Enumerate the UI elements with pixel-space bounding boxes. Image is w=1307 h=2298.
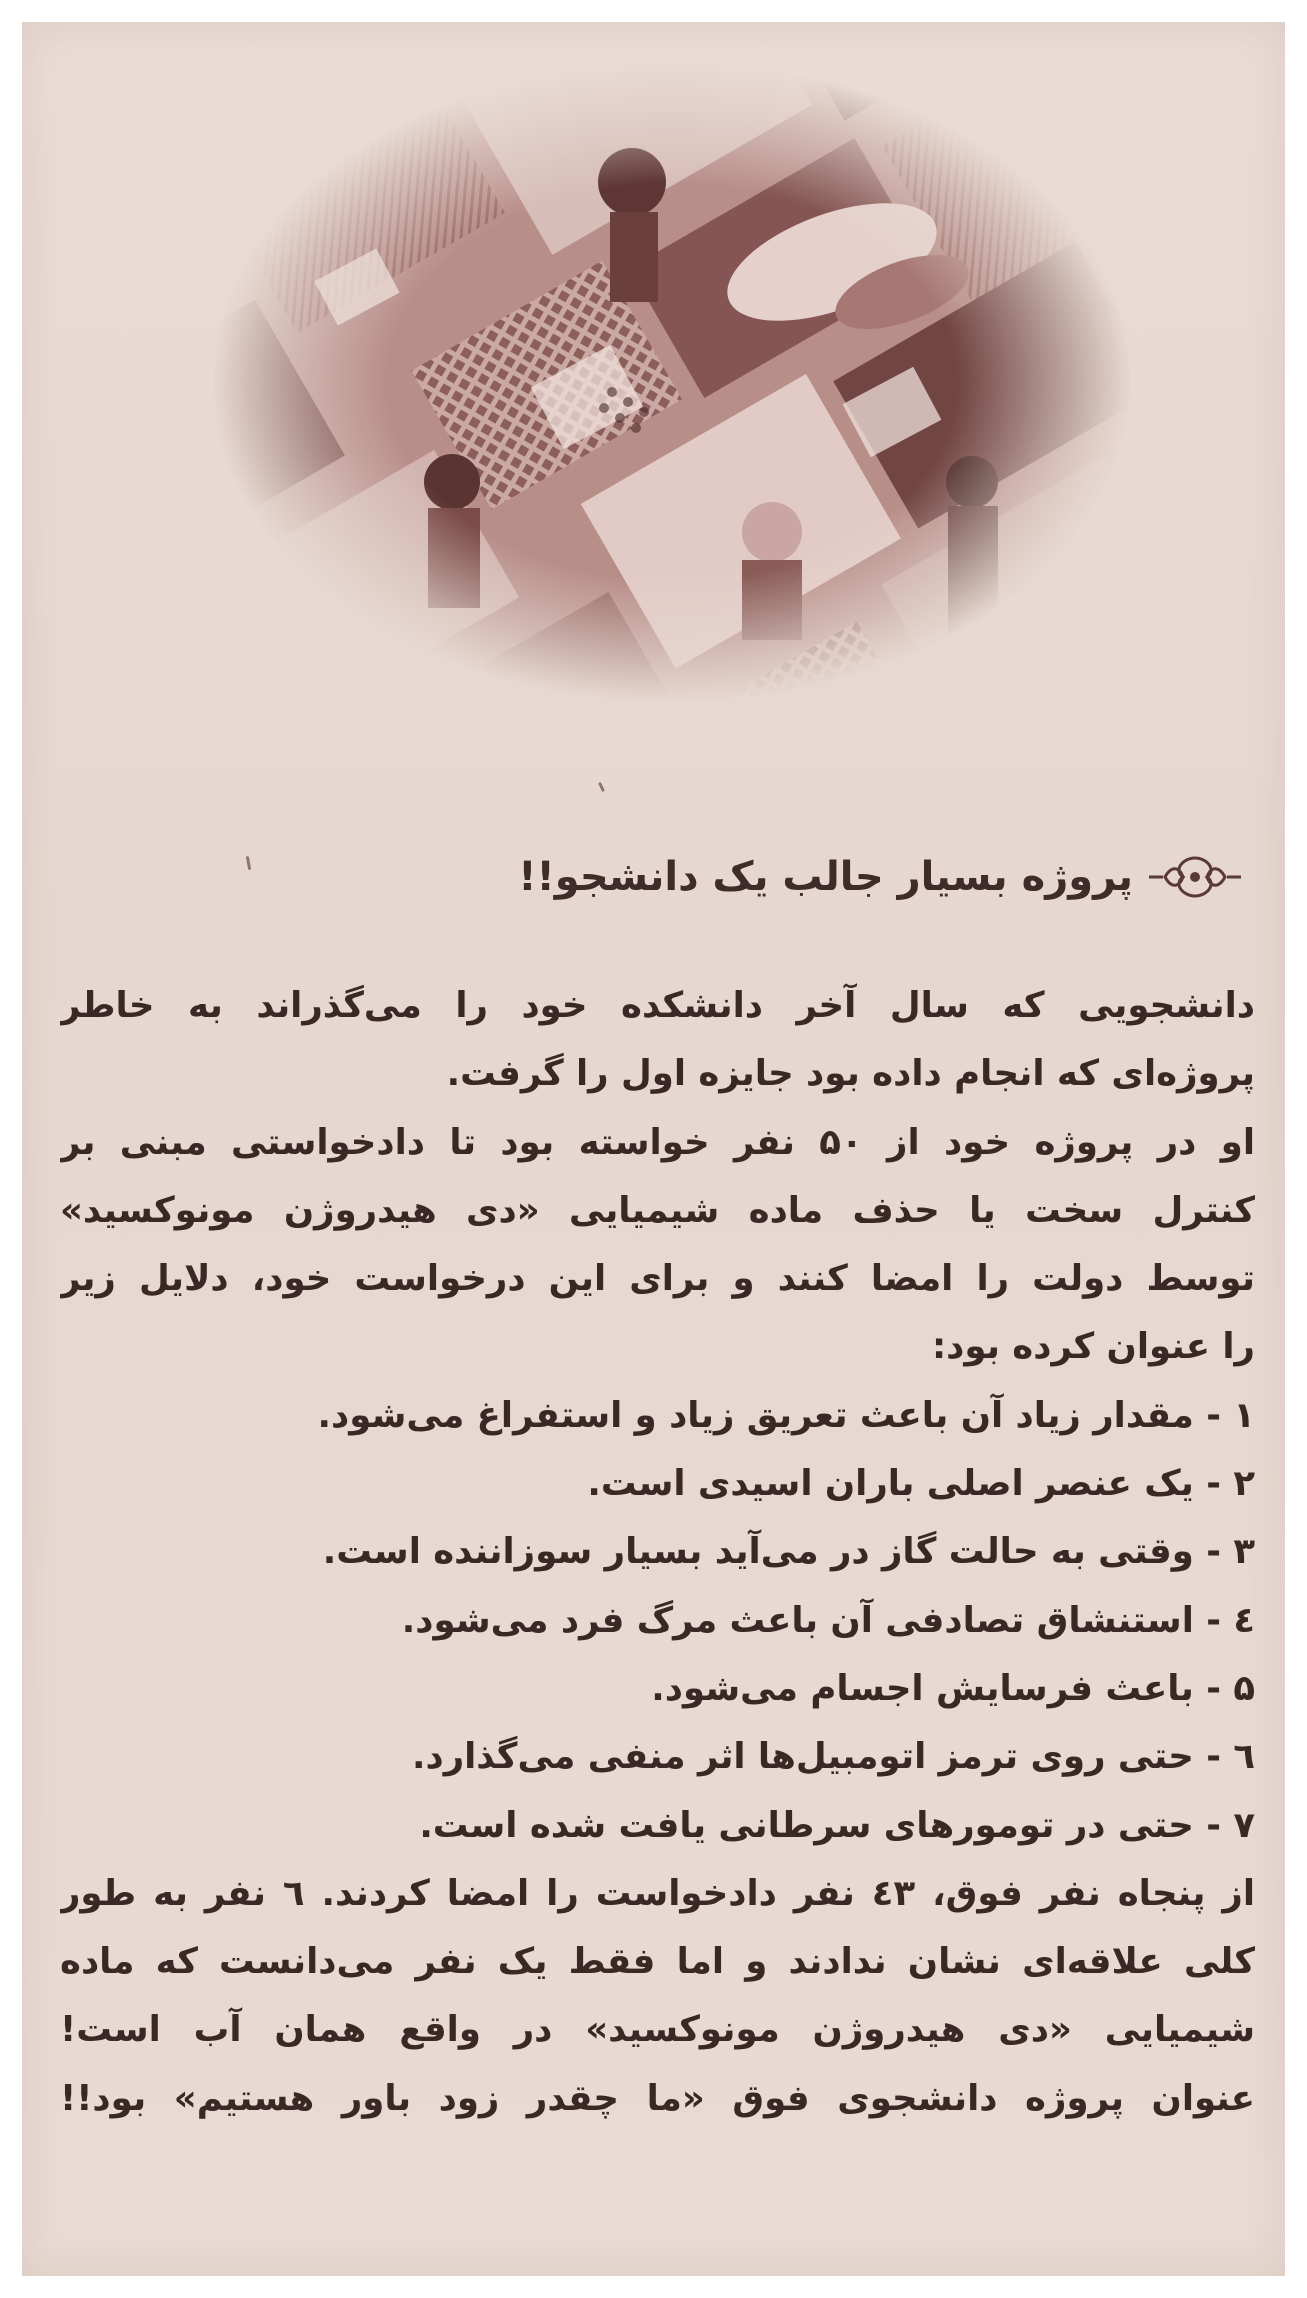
body-line: او در پروژه خود از ۵۰ نفر خواسته بود تا دادخواستی مبنی بر <box>60 1121 1255 1163</box>
floral-ornament-icon <box>1147 852 1243 902</box>
body-line: کنترل سخت یا حذف ماده شیمیایی «دی هیدروژن مونوکسید» <box>60 1189 1255 1231</box>
page <box>22 22 1285 2276</box>
collage-illustration <box>212 62 1132 702</box>
list-item: ۵ - باعث فرسایش اجسام می‌شود. <box>651 1667 1255 1709</box>
list-item: ۱ - مقدار زیاد آن باعث تعریق زیاد و استفراغ می‌شود. <box>317 1394 1255 1436</box>
body-line: کلی علاقه‌ای نشان ندادند و اما فقط یک نفر می‌دانست که ماده <box>60 1941 1255 1983</box>
list-item: ۲ - یک عنصر اصلی باران اسیدی است. <box>587 1463 1255 1505</box>
article-heading <box>518 842 1243 912</box>
body-line: عنوان پروژه دانشجوی فوق «ما چقدر زود باور هستیم» بود!! <box>60 2077 1255 2119</box>
body-line: دانشجویی که سال آخر دانشکده خود را می‌گذراند به خاطر <box>60 985 1255 1026</box>
article-title: پروژه بسیار جالب یک دانشجو!! <box>518 854 1133 900</box>
list-item: ۷ - حتی در تومورهای سرطانی یافت شده است. <box>419 1804 1255 1846</box>
list-item: ٦ - حتی روی ترمز اتومبیل‌ها اثر منفی می‌گذارد. <box>411 1736 1255 1778</box>
paper-speck <box>598 782 605 792</box>
body-line: پروژه‌ای که انجام داده بود جایزه اول را گرفت. <box>446 1053 1255 1095</box>
paper-speck <box>246 856 251 870</box>
list-item: ۳ - وقتی به حالت گاز در می‌آید بسیار سوزاننده است. <box>322 1531 1255 1573</box>
body-line: را عنوان کرده بود: <box>931 1326 1255 1368</box>
list-item: ٤ - استنشاق تصادفی آن باعث مرگ فرد می‌شود. <box>401 1599 1255 1641</box>
body-line: از پنجاه نفر فوق، ٤۳ نفر دادخواست را امضا کردند. ٦ نفر به طور <box>60 1872 1255 1914</box>
body-line: شیمیایی «دی هیدروژن مونوکسید» در واقع همان آب است! <box>60 2009 1255 2051</box>
body-line: توسط دولت را امضا کنند و برای این درخواست خود، دلایل زیر <box>60 1258 1255 1300</box>
article-body <box>60 972 1255 2133</box>
